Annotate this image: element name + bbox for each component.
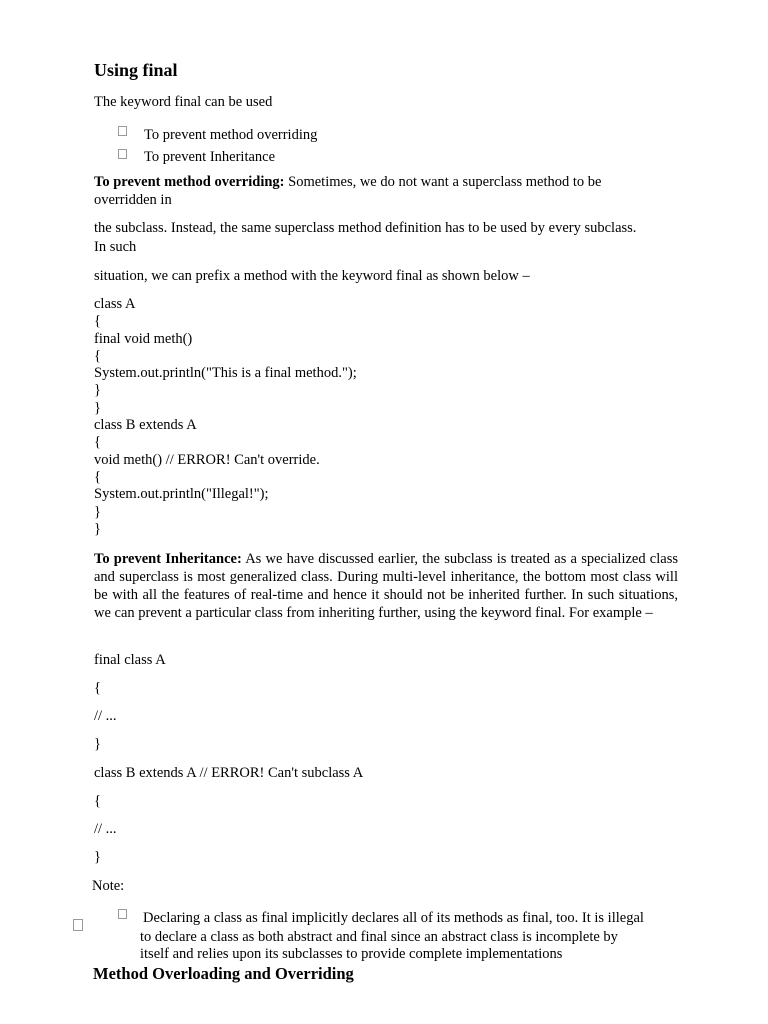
code-line: } bbox=[94, 520, 101, 537]
code-line: class B extends A // ERROR! Can't subclass A bbox=[94, 765, 364, 781]
code-line: final void meth() bbox=[94, 330, 193, 347]
code-line: System.out.println("Illegal!"); bbox=[94, 486, 269, 503]
code-line: { bbox=[94, 793, 101, 809]
code-line: { bbox=[94, 434, 101, 451]
code-line: } bbox=[94, 736, 101, 752]
note-label: Note: bbox=[92, 878, 125, 894]
bullet-box-icon bbox=[118, 126, 127, 136]
paragraph-overriding-line2: overridden in bbox=[94, 192, 172, 208]
code-line: } bbox=[94, 399, 101, 416]
bullet-box-icon bbox=[118, 909, 127, 919]
paragraph-text: As we have discussed earlier, the subclass is treated as a specialized class and superclass is most generalized class. During multi-level inheritance, the bottom most class will be with all the features of real-time and hence it should not be inherited further. In such situations, we can prevent a particular class from inheriting further, using the keyword final. For example – bbox=[94, 551, 678, 621]
code-line: { bbox=[94, 347, 101, 364]
code-line: { bbox=[94, 468, 101, 485]
section-heading: Method Overloading and Overriding bbox=[93, 964, 354, 983]
paragraph-subclass-line1: the subclass. Instead, the same superclass method definition has to be used by every subclass. bbox=[94, 220, 637, 236]
code-block-override bbox=[94, 296, 357, 538]
paragraph-situation: situation, we can prefix a method with the keyword final as shown below – bbox=[94, 268, 530, 284]
page-title: Using final bbox=[94, 60, 178, 80]
paragraph-inheritance bbox=[94, 550, 678, 622]
paragraph-label: To prevent method overriding: bbox=[94, 174, 285, 190]
bullet-box-icon bbox=[118, 149, 127, 159]
note-line: itself and relies upon its subclasses to provide complete implementations bbox=[140, 946, 563, 962]
code-line: void meth() // ERROR! Can't override. bbox=[94, 451, 320, 468]
paragraph-label: To prevent Inheritance: bbox=[94, 551, 242, 567]
code-line: final class A bbox=[94, 652, 166, 668]
note-line: Declaring a class as final implicitly declares all of its methods as final, too. It is illegal bbox=[143, 910, 644, 926]
margin-box-icon bbox=[73, 919, 83, 931]
note-line: to declare a class as both abstract and final since an abstract class is incomplete by bbox=[140, 929, 618, 945]
code-line: System.out.println("This is a final method."); bbox=[94, 365, 357, 382]
code-line: } bbox=[94, 503, 101, 520]
code-line: // ... bbox=[94, 708, 117, 724]
code-line: } bbox=[94, 382, 101, 399]
code-line: { bbox=[94, 313, 101, 330]
code-line: class B extends A bbox=[94, 417, 197, 434]
paragraph-subclass-line2: In such bbox=[94, 239, 137, 255]
paragraph-overriding-line1 bbox=[94, 174, 601, 191]
bullet-item: To prevent method overriding bbox=[144, 127, 318, 143]
code-line: // ... bbox=[94, 821, 117, 837]
paragraph-text: Sometimes, we do not want a superclass method to be bbox=[284, 174, 602, 190]
intro-text: The keyword final can be used bbox=[94, 94, 273, 110]
bullet-item: To prevent Inheritance bbox=[144, 149, 276, 165]
code-line: class A bbox=[94, 296, 136, 312]
code-line: { bbox=[94, 680, 101, 696]
code-line: } bbox=[94, 849, 101, 865]
